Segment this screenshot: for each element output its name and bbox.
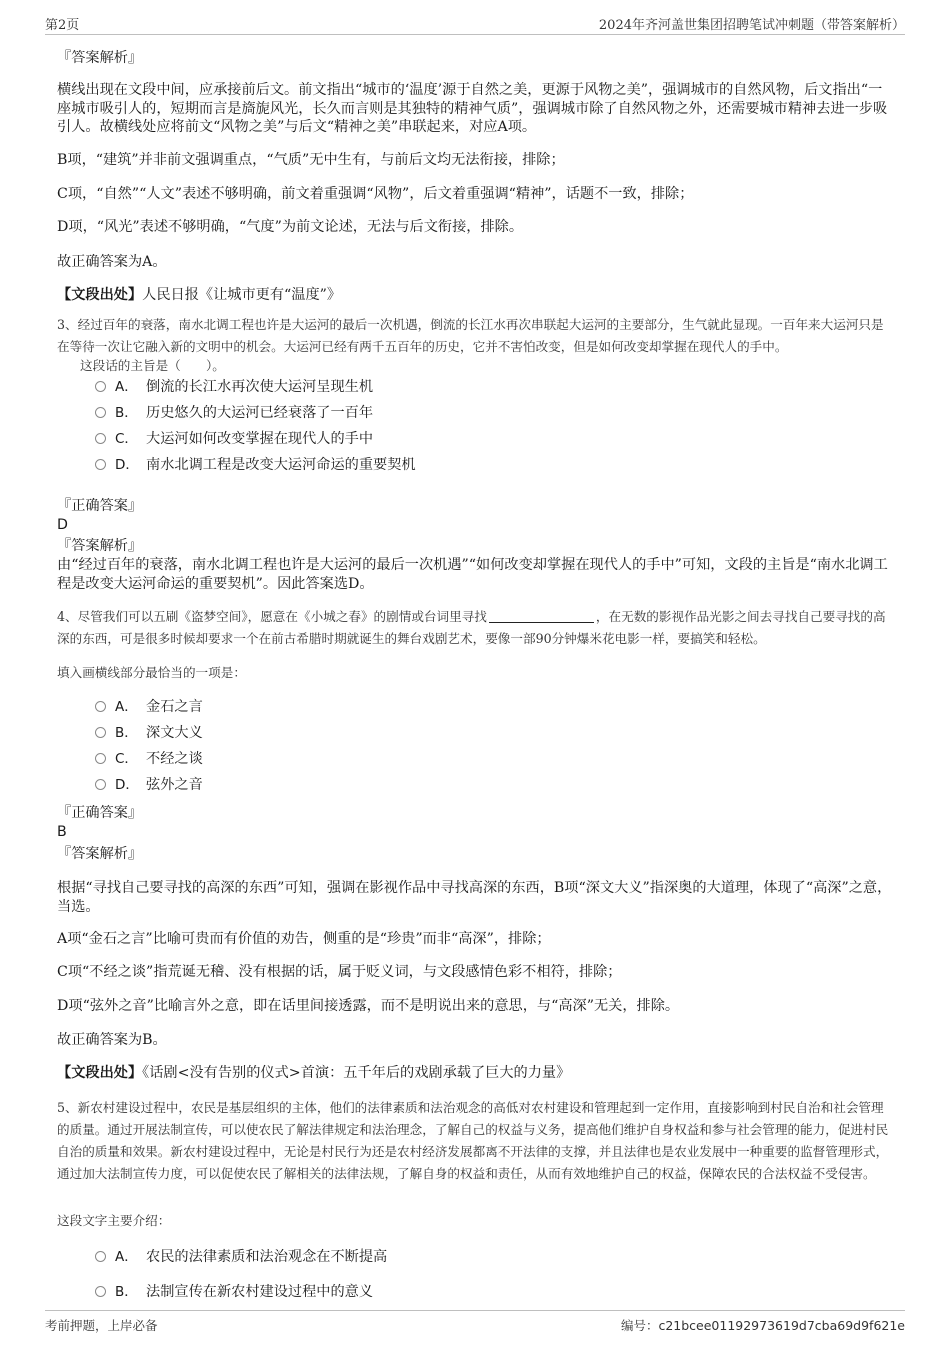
q2-analysis-c: C项，“自然”“人文”表述不够明确，前文着重强调“风物”，后文着重强调“精神”，话题不一致，排除； — [57, 186, 694, 202]
q3-option-a[interactable]: A． 倒流的长江水再次使大运河呈现生机 — [95, 377, 373, 397]
radio-icon[interactable] — [95, 381, 106, 392]
q4-final-answer: 故正确答案为B。 — [57, 1032, 167, 1048]
q3-option-c[interactable]: C． 大运河如何改变掌握在现代人的手中 — [95, 429, 373, 449]
q4-prompt: 填入画横线部分最恰当的一项是： — [57, 665, 246, 680]
q3-question-text: 3、经过百年的衰落，南水北调工程也许是大运河的最后一次机遇，倒流的长江水再次串联起大运河的主要部分，生气就此显现。一百年来大运河只是在等待一次让它融入新的文明中的机会。大运河已经有两千五百年的历史，它并不害怕改变，但是如何改变却掌握在现代人的手中。 — [57, 317, 884, 354]
radio-icon[interactable] — [95, 407, 106, 418]
q2-analysis-d: D项，“风光”表述不够明确，“气度”为前文论述，无法与后文衔接，排除。 — [57, 219, 524, 235]
q3-prompt: 这段话的主旨是（ ）。 — [80, 358, 225, 373]
q2-source-text: 人民日报《让城市更有“温度”》 — [142, 287, 342, 303]
radio-icon[interactable] — [95, 1251, 106, 1262]
q3-analysis: 由“经过百年的衰落，南水北调工程也许是大运河的最后一次机遇”“如何改变却掌握在现代人的手中”可知，文段的主旨是“南水北调工程是改变大运河命运的重要契机”。因此答案选D。 — [57, 557, 888, 592]
q2-source-label: 【文段出处】 — [57, 287, 143, 303]
q4-analysis-p1: 根据“寻找自己要寻找的高深的东西”可知，强调在影视作品中寻找高深的东西，B项“深文大义”指深奥的大道理，体现了“高深”之意，当选。 — [57, 880, 892, 915]
q4-source-label: 【文段出处】 — [57, 1065, 143, 1081]
page-footer — [45, 1310, 905, 1333]
q4-analysis-c: C项“不经之谈”指荒诞无稽、没有根据的话，属于贬义词，与文段感情色彩不相符，排除； — [57, 964, 622, 980]
page-header — [45, 14, 905, 35]
q4-answer: B — [57, 824, 67, 840]
q3-option-b[interactable]: B． 历史悠久的大运河已经衰落了一百年 — [95, 403, 373, 423]
q4-answer-label: 『正确答案』 — [57, 805, 143, 821]
radio-icon[interactable] — [95, 459, 106, 470]
q4-analysis-a: A项“金石之言”比喻可贵而有价值的劝告，侧重的是“珍贵”而非“高深”，排除； — [57, 931, 551, 947]
q4-source — [57, 1064, 893, 1083]
q2-answer: 故正确答案为A。 — [57, 254, 167, 270]
radio-icon[interactable] — [95, 1286, 106, 1297]
q5-prompt: 这段文字主要介绍： — [57, 1213, 171, 1228]
radio-icon[interactable] — [95, 701, 106, 712]
q3-option-d[interactable]: D． 南水北调工程是改变大运河命运的重要契机 — [95, 455, 416, 475]
page-number: 第2页 — [45, 18, 80, 33]
radio-icon[interactable] — [95, 433, 106, 444]
radio-icon[interactable] — [95, 779, 106, 790]
fill-blank — [489, 610, 594, 623]
q3-answer-label: 『正确答案』 — [57, 498, 143, 514]
q4-analysis-d: D项“弦外之音”比喻言外之意，即在话里间接透露，而不是明说出来的意思，与“高深”无关，排除。 — [57, 998, 680, 1014]
q4-option-a[interactable]: A． 金石之言 — [95, 697, 203, 717]
footer-slogan: 考前押题，上岸必备 — [45, 1318, 158, 1333]
q5-option-a[interactable]: A． 农民的法律素质和法治观念在不断提高 — [95, 1247, 387, 1267]
q4-source-text: 《话剧<没有告别的仪式>首演：五千年后的戏剧承载了巨大的力量》 — [142, 1065, 571, 1081]
q4-option-c[interactable]: C． 不经之谈 — [95, 749, 203, 769]
radio-icon[interactable] — [95, 727, 106, 738]
q4-option-b[interactable]: B． 深文大义 — [95, 723, 203, 743]
q5-question-text: 5、新农村建设过程中，农民是基层组织的主体，他们的法律素质和法治观念的高低对农村建设和管理起到一定作用，直接影响到村民自治和社会管理的质量。通过开展法制宣传，可以使农民了解法律规定和法治理念，了解自己的权益与义务，提高他们维护自身权益和参与社会管理的能力，促进村民自治的质量和效果。新农村建设过程中，无论是村民行为还是农村经济发展都离不开法律的支撑，并且法律也是农业发展中一种重要的监督管理形式，通过加大法制宣传力度，可以促使农民了解相关的法律法规，了解自身的权益和责任，从而有效地维护自己的权益，保障农民的合法权益不受侵害。 — [57, 1100, 889, 1181]
q2-analysis-label: 『答案解析』 — [57, 50, 143, 66]
q3-analysis-label: 『答案解析』 — [57, 538, 143, 554]
q4-option-d[interactable]: D． 弦外之音 — [95, 775, 203, 795]
document-title: 2024年齐河盖世集团招聘笔试冲刺题（带答案解析） — [598, 18, 905, 33]
radio-icon[interactable] — [95, 753, 106, 764]
document-code: 编号：c21bcee01192973619d7cba69d9f621e — [620, 1318, 905, 1333]
q2-analysis-b: B项，“建筑”并非前文强调重点，“气质”无中生有，与前后文均无法衔接，排除； — [57, 152, 565, 168]
q4-question-text: 4、尽管我们可以五刷《盗梦空间》，愿意在《小城之春》的剧情或台词里寻找 ，在无数的影视作品光影之间去寻找自己要寻找的高深的东西，可是很多时候却要求一个在前古希腊时期就诞生的舞台戏剧艺术，要像一部90分钟爆米花电影一样，要搞笑和轻松。 — [57, 609, 886, 646]
q4-analysis-label: 『答案解析』 — [57, 846, 143, 862]
q2-source — [57, 286, 893, 305]
q3-answer: D — [57, 517, 68, 533]
q5-option-b[interactable]: B． 法制宣传在新农村建设过程中的意义 — [95, 1282, 373, 1302]
q2-analysis-p1: 横线出现在文段中间，应承接前后文。前文指出“城市的‘温度’源于自然之美，更源于风物之美”，强调城市的自然风物，后文指出“一座城市吸引人的，短期而言是旖旎风光，长久而言则是其独特的精神气质”，强调城市除了自然风物之外，还需要城市精神去进一步吸引人。故横线处应将前文“风物之美”与后文“精神之美”串联起来，对应A项。 — [57, 82, 888, 135]
